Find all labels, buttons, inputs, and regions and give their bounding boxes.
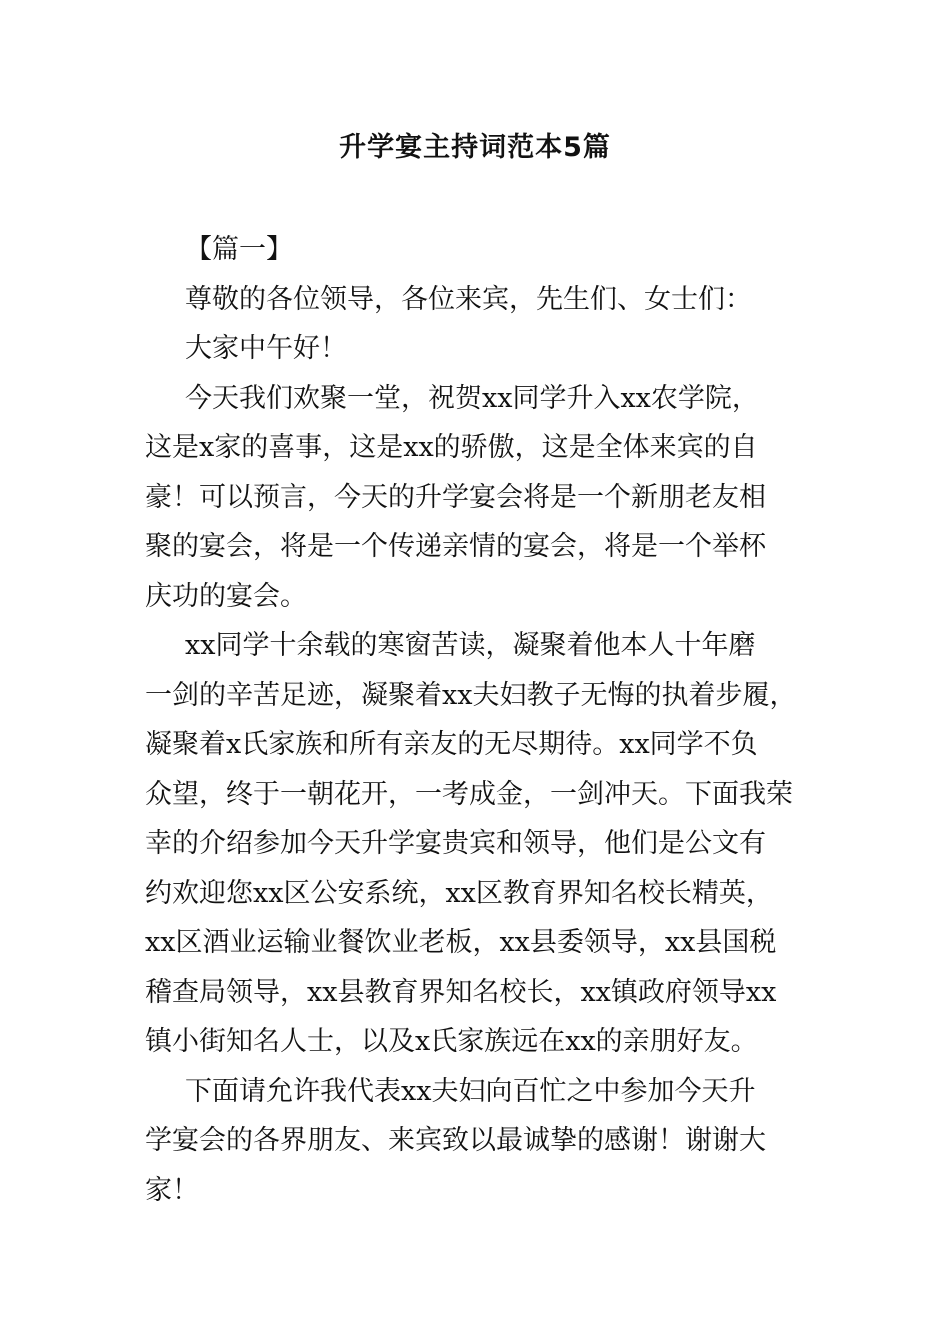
text-line: 镇小街知名人士，以及x氏家族远在xx的亲朋好友。 [145, 1026, 758, 1057]
document-title: 升学宴主持词范本5篇 [339, 132, 611, 163]
text-line: 一剑的辛苦足迹，凝聚着xx夫妇教子无悔的执着步履， [145, 679, 797, 711]
text-line: 约欢迎您xx区公安系统，xx区教育界知名校长精英， [145, 877, 773, 909]
text-line: 凝聚着x氏家族和所有亲友的无尽期待。xx同学不负 [145, 729, 758, 760]
text-line: xx区酒业运输业餐饮业老板，xx县委领导，xx县国税 [145, 927, 777, 958]
text-line: 家！ [145, 1174, 199, 1206]
text-line: 下面请允许我代表xx夫妇向百忙之中参加今天升 [185, 1075, 756, 1107]
text-line: 这是x家的喜事，这是xx的骄傲，这是全体来宾的自 [145, 432, 758, 463]
text-line: 尊敬的各位领导，各位来宾，先生们、女士们： [185, 283, 752, 315]
text-line: 大家中午好！ [185, 333, 347, 364]
text-line: 豪！可以预言，今天的升学宴会将是一个新朋老友相 [145, 481, 766, 513]
text-line: 今天我们欢聚一堂，祝贺xx同学升入xx农学院， [185, 382, 759, 414]
document-body [145, 225, 815, 1215]
text-line: 众望，终于一朝花开，一考成金，一剑冲天。下面我荣 [145, 778, 793, 810]
text-line: xx同学十余载的寒窗苦读，凝聚着他本人十年磨 [185, 630, 756, 661]
text-line: 庆功的宴会。 [145, 580, 307, 612]
text-line: 幸的介绍参加今天升学宴贵宾和领导，他们是公文有 [145, 828, 766, 859]
text-line: 学宴会的各界朋友、来宾致以最诚挚的感谢！谢谢大 [145, 1125, 766, 1156]
text-line: 聚的宴会，将是一个传递亲情的宴会，将是一个举杯 [145, 531, 766, 562]
text-line: 稽查局领导，xx县教育界知名校长，xx镇政府领导xx [145, 976, 777, 1008]
section-label: 【篇一】 [185, 234, 293, 265]
